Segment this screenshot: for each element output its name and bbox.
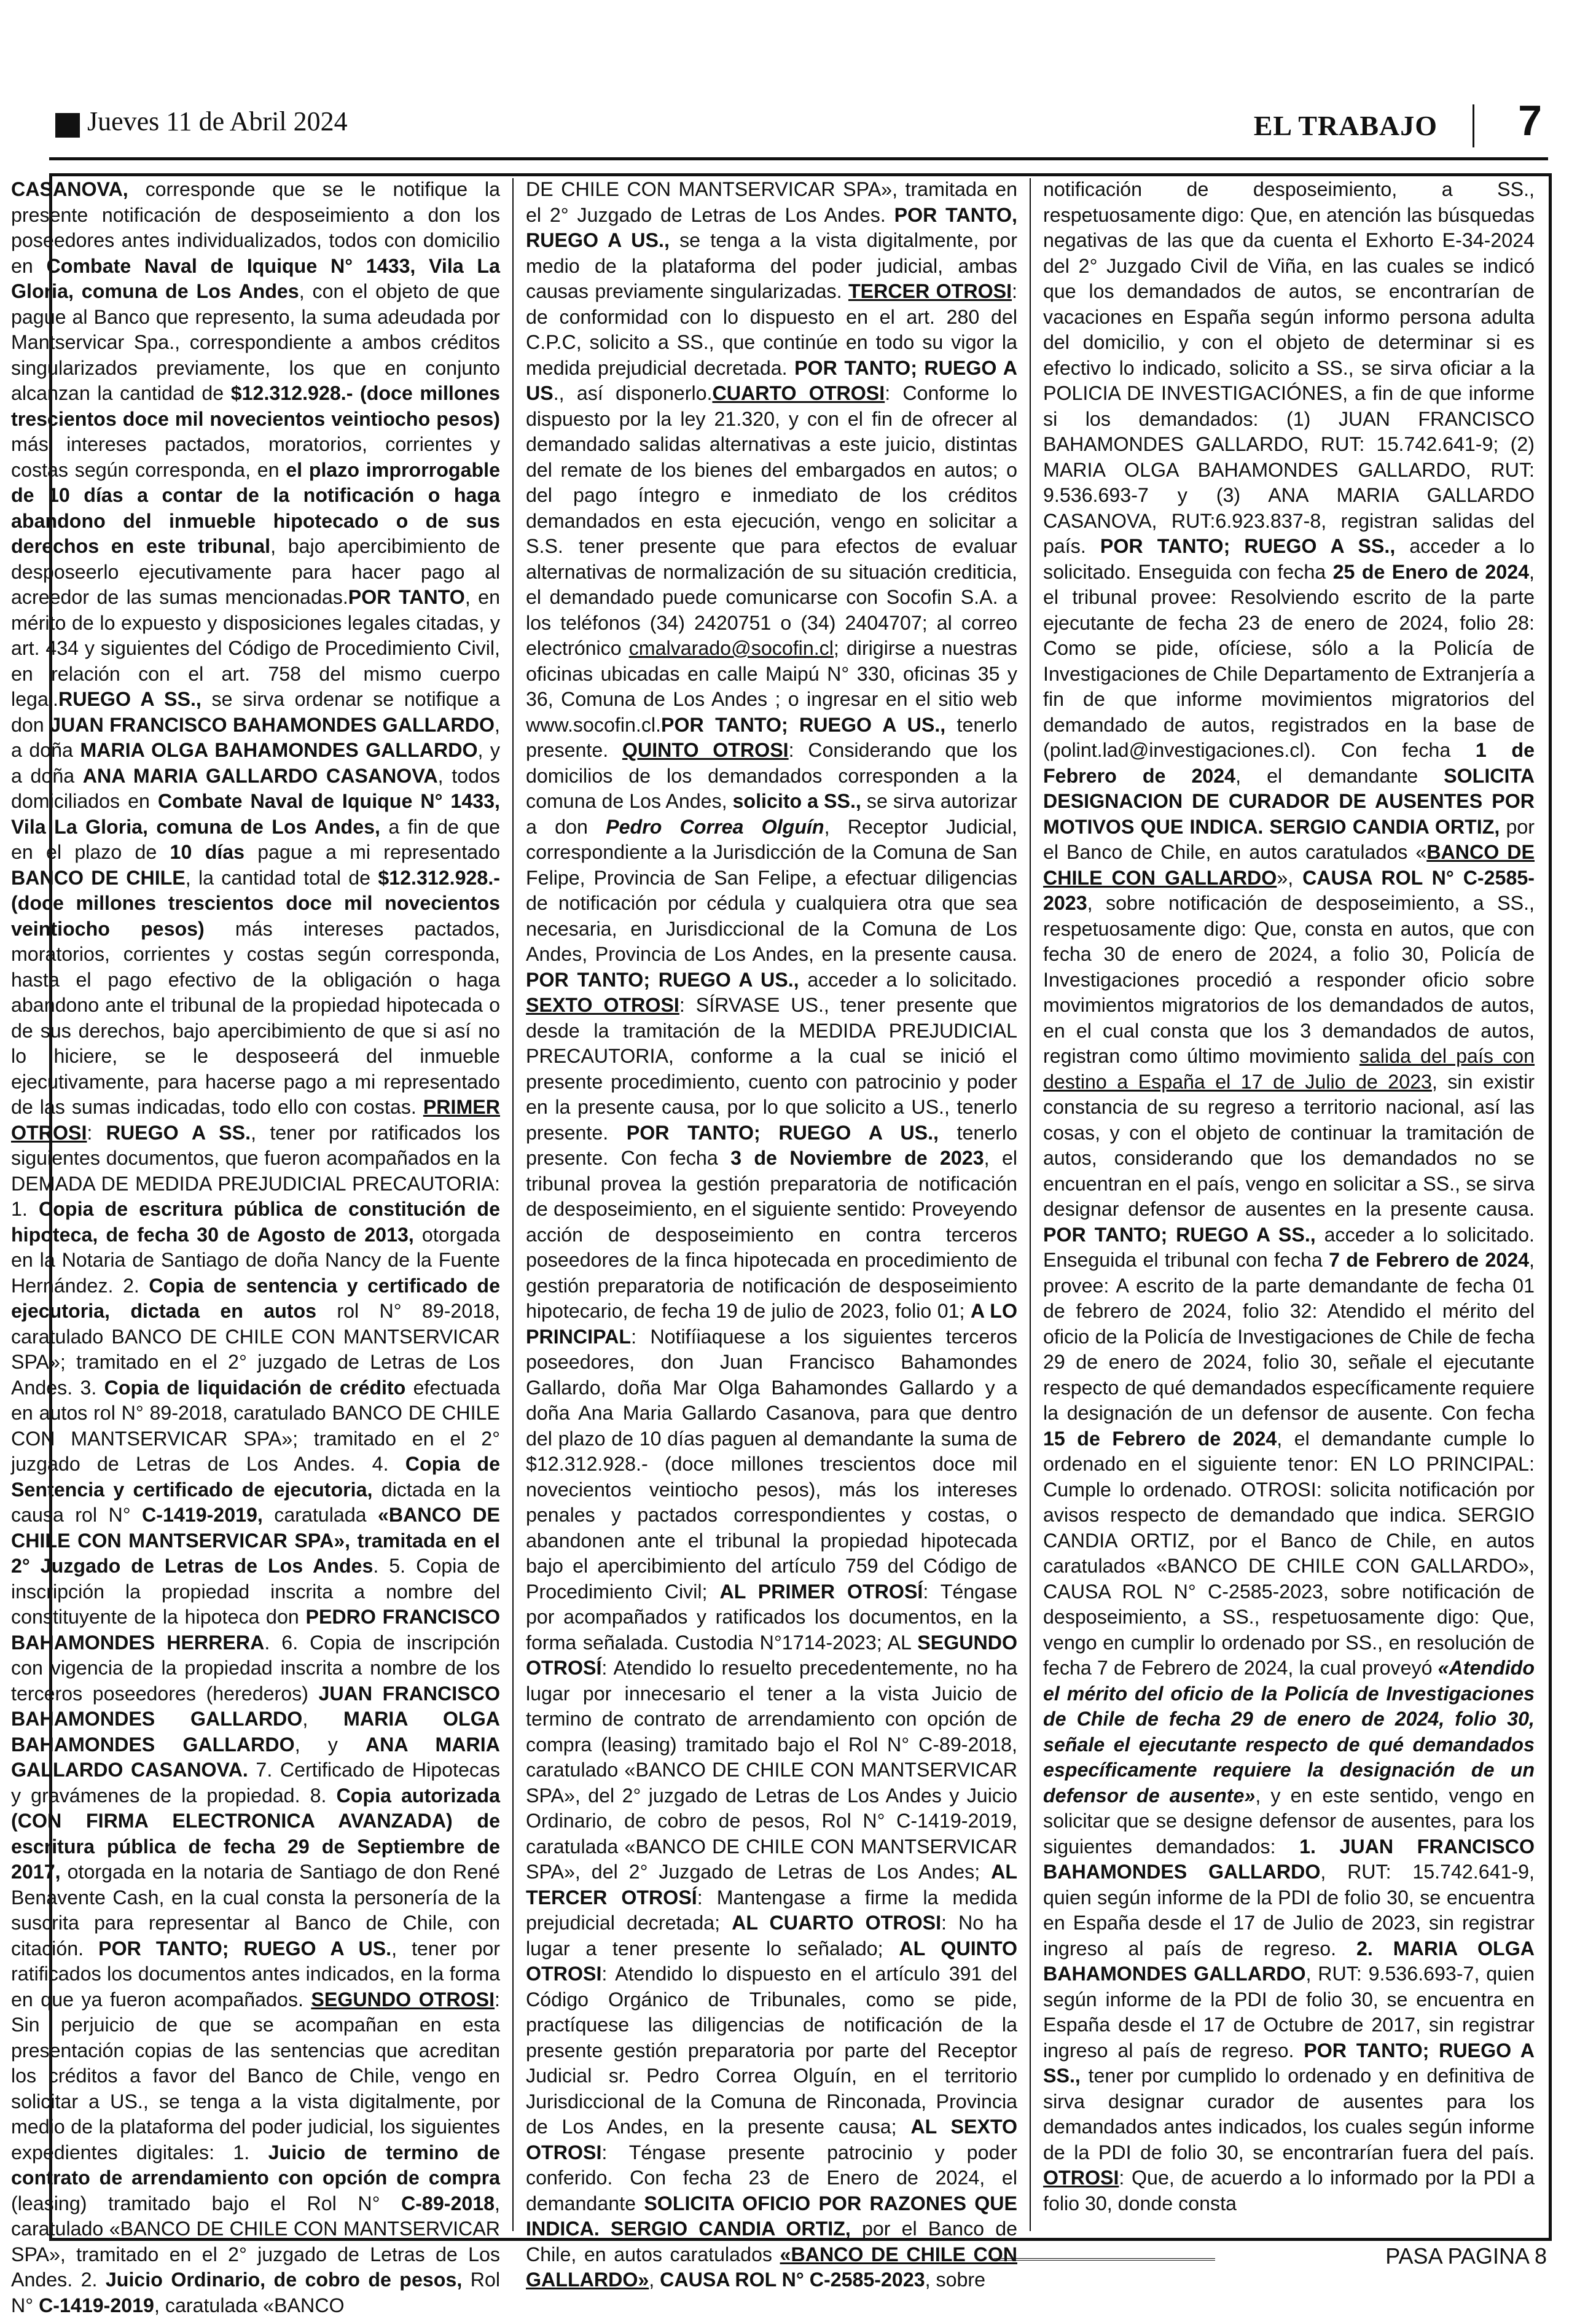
- text-run: , sobre: [925, 2269, 986, 2291]
- text-run: , RUT: 15.742.641-9, quien según informe de la PDI de folio 30, se encuentra en España desde el 17 de Julio de 2023, sin registrar ingreso al país de regreso.: [1043, 1861, 1535, 1960]
- text-run: acceder a lo solicitado. Enseguida el tribunal con fecha: [1043, 1223, 1535, 1271]
- text-run: «BANCO DE CHILE CON MANTSERVICAR SPA», tramitada en el 2° Juzgado de Letras de Los Andes: [11, 1504, 501, 1577]
- text-run: ANA MARIA GALLARDO CASANOVA.: [11, 1733, 500, 1781]
- text-run: SOLICITA OFICIO POR RAZONES QUE INDICA. SERGIO CANDIA ORTIZ,: [526, 2192, 1017, 2240]
- text-run: MARIA OLGA BAHAMONDES GALLARDO: [11, 1708, 501, 1756]
- text-run: «BANCO DE CHILE CON GALLARDO»: [526, 2243, 1017, 2291]
- text-run: : Sin perjuicio de que se acompañan en esta presentación copias de las sentencias que acreditan los créditos a favor del Banco de Chile, vengo en solicitar a US., se tenga a la vista digitalmente, por medio de la plataforma del poder judicial, los siguientes expedientes digitales: 1.: [11, 1988, 500, 2164]
- text-run: , la cantidad total de: [185, 866, 378, 889]
- text-run: C-1419-2019: [39, 2294, 154, 2316]
- text-run: efectuada en autos rol N° 89-2018, caratulado BANCO DE CHILE CON MANTSERVICAR SPA»; tramitado en el 2° juzgado de Letras de Los Andes. 4.: [11, 1376, 500, 1475]
- text-run: CUARTO OTROSI: [712, 382, 885, 404]
- text-run: TERCER OTROSI: [848, 280, 1012, 302]
- text-run: 25 de Enero de 2024: [1332, 560, 1530, 583]
- square-bullet-icon: [55, 113, 80, 138]
- text-run: se sirva ordenar se notifique a don: [11, 688, 500, 736]
- column-paragraph: [1043, 177, 1535, 2216]
- text-run: PRIMER OTROSI: [11, 1096, 500, 1144]
- text-run: MARIA OLGA BAHAMONDES GALLARDO: [80, 739, 478, 761]
- text-column-3: [1043, 177, 1535, 2232]
- text-run: RUEGO A SS.,: [58, 688, 201, 710]
- text-run: dictada en la causa rol N°: [11, 1478, 500, 1526]
- text-run: RUEGO A SS.: [106, 1121, 251, 1144]
- text-run: , a doña: [11, 713, 500, 761]
- text-run: acceder a lo solicitado. Enseguida con fecha: [1043, 535, 1535, 583]
- text-run: a fin de que en el plazo de: [11, 815, 500, 863]
- text-run: POR TANTO; RUEGO A SS.,: [1043, 2039, 1535, 2087]
- text-run: , provee: A escrito de la parte demandante de fecha 01 de febrero de 2024, folio 32: Atendido el mérito del oficio de la Policía de Investigaciones de Chile de fecha 29 de enero de 2024, folio 30, señale el ejecutante respecto de qué demandados específicamente requiere la designación de un defensor de ausente. Con fecha: [1043, 1249, 1535, 1424]
- text-run: SOLICITA DESIGNACION DE CURADOR DE AUSENTES POR MOTIVOS QUE INDICA. SERGIO CANDIA ORTIZ,: [1043, 764, 1535, 838]
- page-footer: [994, 2243, 1547, 2274]
- text-run: por el Banco de Chile, en autos caratulados «: [1043, 815, 1535, 863]
- text-run: Rol N°: [11, 2269, 500, 2316]
- text-run: 1. JUAN FRANCISCO BAHAMONDES GALLARDO: [1043, 1835, 1535, 1883]
- text-run: , el demandante: [1235, 764, 1444, 787]
- text-run: tener por cumplido lo ordenado y en definitiva de sirva designar curador de ausentes para los demandados antes indicados, los cuales según informe de la PDI de folio 30, se encontrarían fuera del país.: [1043, 2065, 1535, 2164]
- text-run: , en mérito de lo expuesto y disposiciones legales citadas, y art. 434 y siguientes del Código de Procedimiento Civil, en relación con el art. 758 del mismo cuerpo legal.: [11, 586, 500, 710]
- text-run: PEDRO FRANCISCO BAHAMONDES HERRERA: [11, 1606, 500, 1654]
- text-run: (leasing) tramitado bajo el Rol N°: [11, 2192, 401, 2214]
- text-run: , y: [294, 1733, 366, 1756]
- text-run: pague a mi representado: [244, 841, 500, 863]
- text-run: corresponde que se le notifique la presente notificación de desposeimiento a don los poseedores antes individualizados, todos con domicilio en: [11, 178, 500, 277]
- text-run: más intereses pactados, moratorios, corrientes y costas según corresponda, en: [11, 433, 500, 481]
- text-run: 7 de Febrero de 2024: [1329, 1249, 1530, 1271]
- text-run: : de conformidad con lo dispuesto en el art. 280 del C.P.C, solicito a SS., que continúe en todo su vigor la medida prejudicial decretada.: [526, 280, 1017, 379]
- text-run: solicito a SS.,: [732, 790, 861, 812]
- text-column-2: [526, 177, 1018, 2291]
- text-run: , tener por ratificados los siguientes documentos, que fueron acompañados en la DEMADA DE MEDIDA PREJUDICIAL PRECAUTORIA: 1.: [11, 1121, 501, 1220]
- text-run: ,: [302, 1708, 344, 1730]
- text-run: , RUT: 9.536.693-7, quien según informe de la PDI de folio 30, se encuentra en España desde el 17 de Octubre de 2017, sin registrar ingreso al país de regreso.: [1043, 1963, 1535, 2062]
- text-run: , todos domiciliados en: [11, 764, 500, 812]
- text-run: 2. MARIA OLGA BAHAMONDES GALLARDO: [1043, 1937, 1535, 1985]
- text-run: cmalvarado@socofin.cl: [628, 637, 834, 659]
- text-run: JUAN FRANCISCO BAHAMONDES GALLARDO: [11, 1682, 500, 1730]
- text-run: AL PRIMER OTROSÍ: [719, 1580, 923, 1603]
- continue-to-page: PASA PAGINA 8: [1385, 2243, 1547, 2269]
- text-run: : Téngase presente patrocinio y poder conferido. Con fecha 23 de Enero de 2024, el demandante: [526, 2141, 1017, 2214]
- text-run: , caratulado «BANCO DE CHILE CON MANTSERVICAR SPA», tramitado en el 2° juzgado de Letras de Los Andes. 2.: [11, 2192, 500, 2291]
- text-run: POR TANTO, RUEGO A US.,: [526, 203, 1017, 251]
- text-run: POR TANTO; RUEGO A US.: [98, 1937, 392, 1960]
- text-column-1: [11, 177, 501, 2316]
- text-run: POR TANTO; RUEGO A US.,: [626, 1121, 939, 1144]
- text-run: 7. Certificado de Hipotecas y gravámenes de la propiedad. 8.: [11, 1759, 500, 1807]
- text-run: , Receptor Judicial, correspondiente a la Jurisdicción de la Comuna de San Felipe, Provincia de San Felipe, a efectuar diligencias de notificación por cédula y cualquiera otra que sea necesaria, en Jurisdiccional de la Comuna de Los Andes, Provincia de Los Andes, en la presente causa.: [526, 815, 1017, 965]
- text-run: : Atendido lo dispuesto en el artículo 391 del Código Orgánico de Tribunales, como se pide, practíquese las diligencias de notificación de la presente gestión preparatoria por parte del Receptor Judicial sr. Pedro Correa Olguín, en el territorio Jurisdiccional de la Comuna de Rinconada, Provincia de Los Andes, en la presente causa;: [526, 1963, 1017, 2138]
- text-run: : Téngase por acompañados y ratificados los documentos, en la forma señalada. Custodia N°1714-2023; AL: [526, 1580, 1017, 1654]
- text-run: salida del país con destino a España el 17 de Julio de 2023: [1043, 1045, 1535, 1093]
- text-run: : Que, de acuerdo a lo informado por la PDI a folio 30, donde consta: [1043, 2167, 1535, 2214]
- text-run: ; dirigirse a nuestras oficinas ubicadas en calle Maipú N° 330, oficinas 35 y 36, Comuna de Los Andes ; o ingresar en el sitio web www.socofin.cl.: [526, 637, 1017, 736]
- text-run: «Atendido el mérito del oficio de la Policía de Investigaciones de Chile de fecha 29 de enero de 2024, folio 30, señale el ejecutante respecto de qué demandados específicamente requiere la designación de un defensor de ausente»: [1043, 1657, 1535, 1807]
- text-run: . 6. Copia de inscripción con vigencia de la propiedad inscrita a nombre de los terceros poseedores (herederos): [11, 1631, 500, 1705]
- text-run: Juicio Ordinario, de cobro de pesos,: [105, 2269, 463, 2291]
- text-run: el plazo improrrogable de 10 días a contar de la notificación o haga abandono del inmueble hipotecado o de sus derechos en este tribunal: [11, 458, 500, 557]
- column-divider: [512, 178, 514, 2231]
- text-run: Copia de sentencia y certificado de ejecutoria, dictada en autos: [11, 1274, 500, 1322]
- text-run: , sobre notificación de desposeimiento, a SS., respetuosamente digo: Que, consta en autos, que con fecha 30 de enero de 2024, a folio 30, Policía de Investigaciones procedió a responder oficio sobre movimientos migratorios de los demandados de autos, en el cual consta que los 3 demandados de autos, registran como último movimiento: [1043, 892, 1535, 1067]
- text-run: . 5. Copia de inscripción la propiedad inscrita a nombre del constituyente de la hipoteca don: [11, 1555, 500, 1628]
- text-run: :: [87, 1121, 106, 1144]
- text-run: SEGUNDO OTROSÍ: [526, 1631, 1017, 1679]
- text-run: , tener por ratificados los documentos antes indicados, en la forma en que ya fueron acompañados.: [11, 1937, 500, 2011]
- issue-date: Jueves 11 de Abril 2024: [87, 106, 348, 136]
- text-run: POR TANTO; RUEGO A SS.,: [1043, 1223, 1316, 1246]
- text-run: ., así disponerlo.: [553, 382, 713, 404]
- text-run: CAUSA ROL N° C-2585-2023: [660, 2269, 925, 2291]
- text-run: POR TANTO; RUEGO A US.,: [526, 968, 799, 991]
- text-run: A LO PRINCIPAL: [526, 1300, 1017, 1348]
- text-run: tenerlo presente.: [526, 713, 1017, 761]
- text-run: : Mantengase a firme la medida prejudicial decretada;: [526, 1886, 1017, 1934]
- header-divider: [1473, 104, 1474, 147]
- page-number: 7: [1518, 96, 1542, 144]
- text-run: DE CHILE CON MANTSERVICAR SPA», tramitada en el 2° Juzgado de Letras de Los Andes.: [526, 178, 1017, 226]
- text-run: tenerlo presente. Con fecha: [526, 1121, 1017, 1169]
- text-run: se sirva autorizar a don: [526, 790, 1017, 838]
- text-run: POR TANTO; RUEGO A US: [526, 356, 1017, 404]
- text-run: 10 días: [170, 841, 244, 863]
- text-run: rol N° 89-2018, caratulado BANCO DE CHILE CON MANTSERVICAR SPA»; tramitado en el 2° juzgado de Letras de Los Andes. 3.: [11, 1300, 500, 1399]
- text-run: : Conforme lo dispuesto por la ley 21.320, y con el fin de ofrecer al demandado salidas alternativas a este juicio, distintas del remate de los bienes del embargados en autos; o del pago íntegro e inmediato de los créditos demandados en esta ejecución, vengo en solicitar a S.S. tener presente que para efectos de evaluar alternativas de normalización de su situación crediticia, el demandado puede comunicarse con Socofin S.A. a los teléfonos (34) 2420751 o (34) 2404707; al correo electrónico: [526, 382, 1017, 659]
- text-run: AL QUINTO OTROSI: [526, 1937, 1017, 1985]
- text-run: SEXTO OTROSI: [526, 994, 679, 1016]
- footer-rule: [994, 2258, 1215, 2261]
- text-run: AL TERCER OTROSÍ: [526, 1861, 1017, 1909]
- text-run: , caratulada «BANCO: [154, 2294, 345, 2316]
- text-run: Combate Naval de Iquique N° 1433, Vila La Gloria, comuna de Los Andes,: [11, 790, 500, 838]
- text-run: : Notifíiaquese a los siguientes terceros poseedores, don Juan Francisco Bahamondes Gallardo, doña Mar Olga Bahamondes Gallardo y a doña Ana Maria Gallardo Casanova, para que dentro del plazo de 10 días paguen al demandante la suma de $12.312.928.- (doce millones trescientos doce mil novecientos veintiocho pesos), más los intereses penales y pactados correspondientes y costas, o abandonen ante el tribunal la propiedad hipotecada bajo el apercibimiento del artículo 759 del Código de Procedimiento Civil;: [526, 1325, 1017, 1603]
- text-run: , el tribunal provee: Resolviendo escrito de la parte ejecutante de fecha 23 de enero de 2024, folio 28: Como se pide, ofíciese, sólo a la Policía de Investigaciones de Chile Departamento de Extranjería a fin de que informe movimientos migratorios del demandado de autos, registrados en la base de (polint.lad@investigaciones.cl). Con fecha: [1043, 560, 1535, 761]
- text-run: caratulada: [262, 1504, 378, 1526]
- text-run: ,: [649, 2269, 660, 2291]
- text-run: se tenga a la vista digitalmente, por medio de la plataforma del poder judicial, ambas causas previamente singularizadas.: [526, 229, 1017, 302]
- newspaper-name: EL TRABAJO: [1253, 110, 1438, 141]
- text-run: otorgada en la Notaria de Santiago de doña Nancy de la Fuente Hernández. 2.: [11, 1223, 501, 1297]
- text-run: , el tribunal provea la gestión preparatoria de notificación de desposeimiento, en el siguiente sentido: Proveyendo acción de desposeimiento en contra terceros poseedores de la finca hipotecada en procedimiento de gestión preparatoria de notificación de desposeimiento hipotecario, de fecha 19 de julio de 2023, folio 01;: [526, 1147, 1017, 1322]
- text-run: 15 de Febrero de 2024: [1043, 1427, 1277, 1450]
- text-run: Copia de escritura pública de constitución de hipoteca, de fecha 30 de Agosto de 2013,: [11, 1198, 500, 1246]
- text-run: AL CUARTO OTROSI: [732, 1912, 942, 1934]
- text-run: ANA MARIA GALLARDO CASANOVA: [82, 764, 438, 787]
- text-run: más intereses pactados, moratorios, corrientes y costas según corresponda, hasta el pago efectivo de la obligación o haga abandono ante el tribunal de la propiedad hipotecada o de sus derechos, bajo apercibimiento de que si así no lo hiciere, se le desposeerá del inmueble ejecutivamente, para hacerse pago a mi representado de las sumas indicadas, todo ello con costas.: [11, 917, 500, 1118]
- text-run: , con el objeto de que pague al Banco que represento, la suma adeudada por Mantservicar Spa., correspondiente a ambos créditos singularizados previamente, los que en conjunto alcanzan la cantidad de: [11, 280, 501, 404]
- text-run: 1 de Febrero de 2024: [1043, 739, 1535, 787]
- text-run: , sin existir constancia de su regreso a territorio nacional, así las cosas, y con el objeto de continuar la tramitación de autos, considerando que los demandados no se encuentran en el país, vengo en solicitar a SS., se sirva designar defensor de ausentes en la presente causa.: [1043, 1070, 1535, 1220]
- column-paragraph: [526, 177, 1017, 2293]
- text-run: POR TANTO: [348, 586, 465, 608]
- text-run: , y en este sentido, vengo en solicitar que se designe defensor de ausentes, para los siguientes demandados:: [1043, 1784, 1535, 1858]
- text-run: $12.312.928.- (doce millones trescientos doce mil novecientos veintiocho pesos): [11, 866, 500, 940]
- text-run: acceder a lo solicitado.: [799, 968, 1017, 991]
- text-run: : Atendido lo resuelto precedentemente, no ha lugar por innecesario el tener a la vista Juicio de termino de contrato de arrendamiento con opción de compra (leasing) tramitado bajo el Rol N° C-89-2018, caratulado «BANCO DE CHILE CON MANTSERVICAR SPA», del 2° juzgado de Letras de Los Andes y Juicio Ordinario, de cobro de pesos, Rol N° C-1419-2019, caratulada «BANCO DE CHILE CON MANTSERVICAR SPA», del 2° Juzgado de Letras de Los Andes;: [526, 1657, 1017, 1883]
- text-run: POR TANTO; RUEGO A US.,: [661, 713, 946, 736]
- text-run: »,: [1277, 866, 1303, 889]
- text-run: OTROSI: [1043, 2167, 1119, 2189]
- text-run: C-1419-2019,: [142, 1504, 263, 1526]
- text-run: JUAN FRANCISCO BAHAMONDES GALLARDO: [50, 713, 495, 736]
- text-run: QUINTO OTROSI: [622, 739, 789, 761]
- text-run: Copia de liquidación de crédito: [104, 1376, 406, 1399]
- text-run: C-89-2018: [401, 2192, 495, 2214]
- text-run: , bajo apercibimiento de desposeerlo ejecutivamente para hacer pago al acreedor de las sumas mencionadas.: [11, 535, 500, 608]
- text-run: otorgada en la notaria de Santiago de don René Benavente Cash, en la cual consta la personería de la suscrita para representar al Banco de Chile, con citación.: [11, 1861, 500, 1960]
- text-run: BANCO DE CHILE CON GALLARDO: [1043, 841, 1535, 889]
- text-run: BANCO DE CHILE: [11, 866, 186, 889]
- text-run: notificación de desposeimiento, a SS., respetuosamente digo: Que, en atención las búsquedas negativas de las que da cuenta el Exhorto E-34-2024 del 2° Juzgado Civil de Viña, en las cuales se indicó que los demandados de autos, se encontrarían de vacaciones en España según informo persona adulta del domicilio, y con el objeto de determinar si es efectivo lo indicado, solicito a SS., se sirva oficiar a la POLICIA DE INVESTIGACIÓNES, a fin de que informe si los demandados: (1) JUAN FRANCISCO BAHAMONDES GALLARDO, RUT: 15.742.641-9; (2) MARIA OLGA BAHAMONDES GALLARDO, RUT: 9.536.693-7 y (3) ANA MARIA GALLARDO CASANOVA, RUT:6.923.837-8, registran salidas del país.: [1043, 178, 1535, 557]
- text-run: $12.312.928.- (doce millones trescientos doce mil novecientos veintiocho pesos): [11, 382, 500, 430]
- text-run: Pedro Correa Olguín: [606, 815, 824, 838]
- text-run: , y a doña: [11, 739, 500, 787]
- text-run: Combate Naval de Iquique N° 1433, Vila La Gloria, comuna de Los Andes: [11, 254, 500, 302]
- text-run: Juicio de termino de contrato de arrendamiento con opción de compra: [11, 2141, 500, 2189]
- column-paragraph: [11, 177, 500, 2318]
- text-run: : Considerando que los domicilios de los demandados corresponden a la comuna de Los Andes,: [526, 739, 1017, 812]
- text-run: SEGUNDO OTROSI: [311, 1988, 495, 2011]
- page-header: [49, 96, 1548, 160]
- text-run: , el demandante cumple lo ordenado en el siguiente tenor: EN LO PRINCIPAL: Cumple lo ordenado. OTROSI: solicita notificación por avisos respecto de demandado que indica. SERGIO CANDIA ORTIZ, por el Banco de Chile, en autos caratulados «BANCO DE CHILE CON GALLARDO», CAUSA ROL N° C-2585-2023, sobre notificación de desposeimiento, a SS., respetuosamente digo: Que, vengo en cumplir lo ordenado por SS., en resolución de fecha 7 de Febrero de 2024, la cual proveyó: [1043, 1427, 1535, 1679]
- text-run: Copia autorizada (CON FIRMA ELECTRONICA AVANZADA) de escritura pública de fecha 29 de Septiembre de 2017,: [11, 1784, 500, 1883]
- text-run: 3 de Noviembre de 2023: [730, 1147, 984, 1169]
- text-run: : No ha lugar a tener presente lo señalado;: [526, 1912, 1018, 1960]
- text-run: Copia de Sentencia y certificado de ejecutoria,: [11, 1453, 500, 1501]
- text-run: CAUSA ROL N° C-2585-2023: [1043, 866, 1535, 914]
- text-run: : SÍRVASE US., tener presente que desde la tramitación de la MEDIDA PREJUDICIAL PRECAUTORIA, conforme a la cual se inició el presente procedimiento, cuento con patrocinio y poder en la presente causa, por lo que solicito a US., tenerlo presente.: [526, 994, 1017, 1144]
- text-run: POR TANTO; RUEGO A SS.,: [1100, 535, 1396, 557]
- text-run: AL SEXTO OTROSI: [526, 2116, 1017, 2164]
- text-run: CASANOVA,: [11, 178, 128, 200]
- column-divider: [1030, 178, 1031, 2231]
- text-run: por el Banco de Chile, en autos caratulados: [526, 2218, 1018, 2265]
